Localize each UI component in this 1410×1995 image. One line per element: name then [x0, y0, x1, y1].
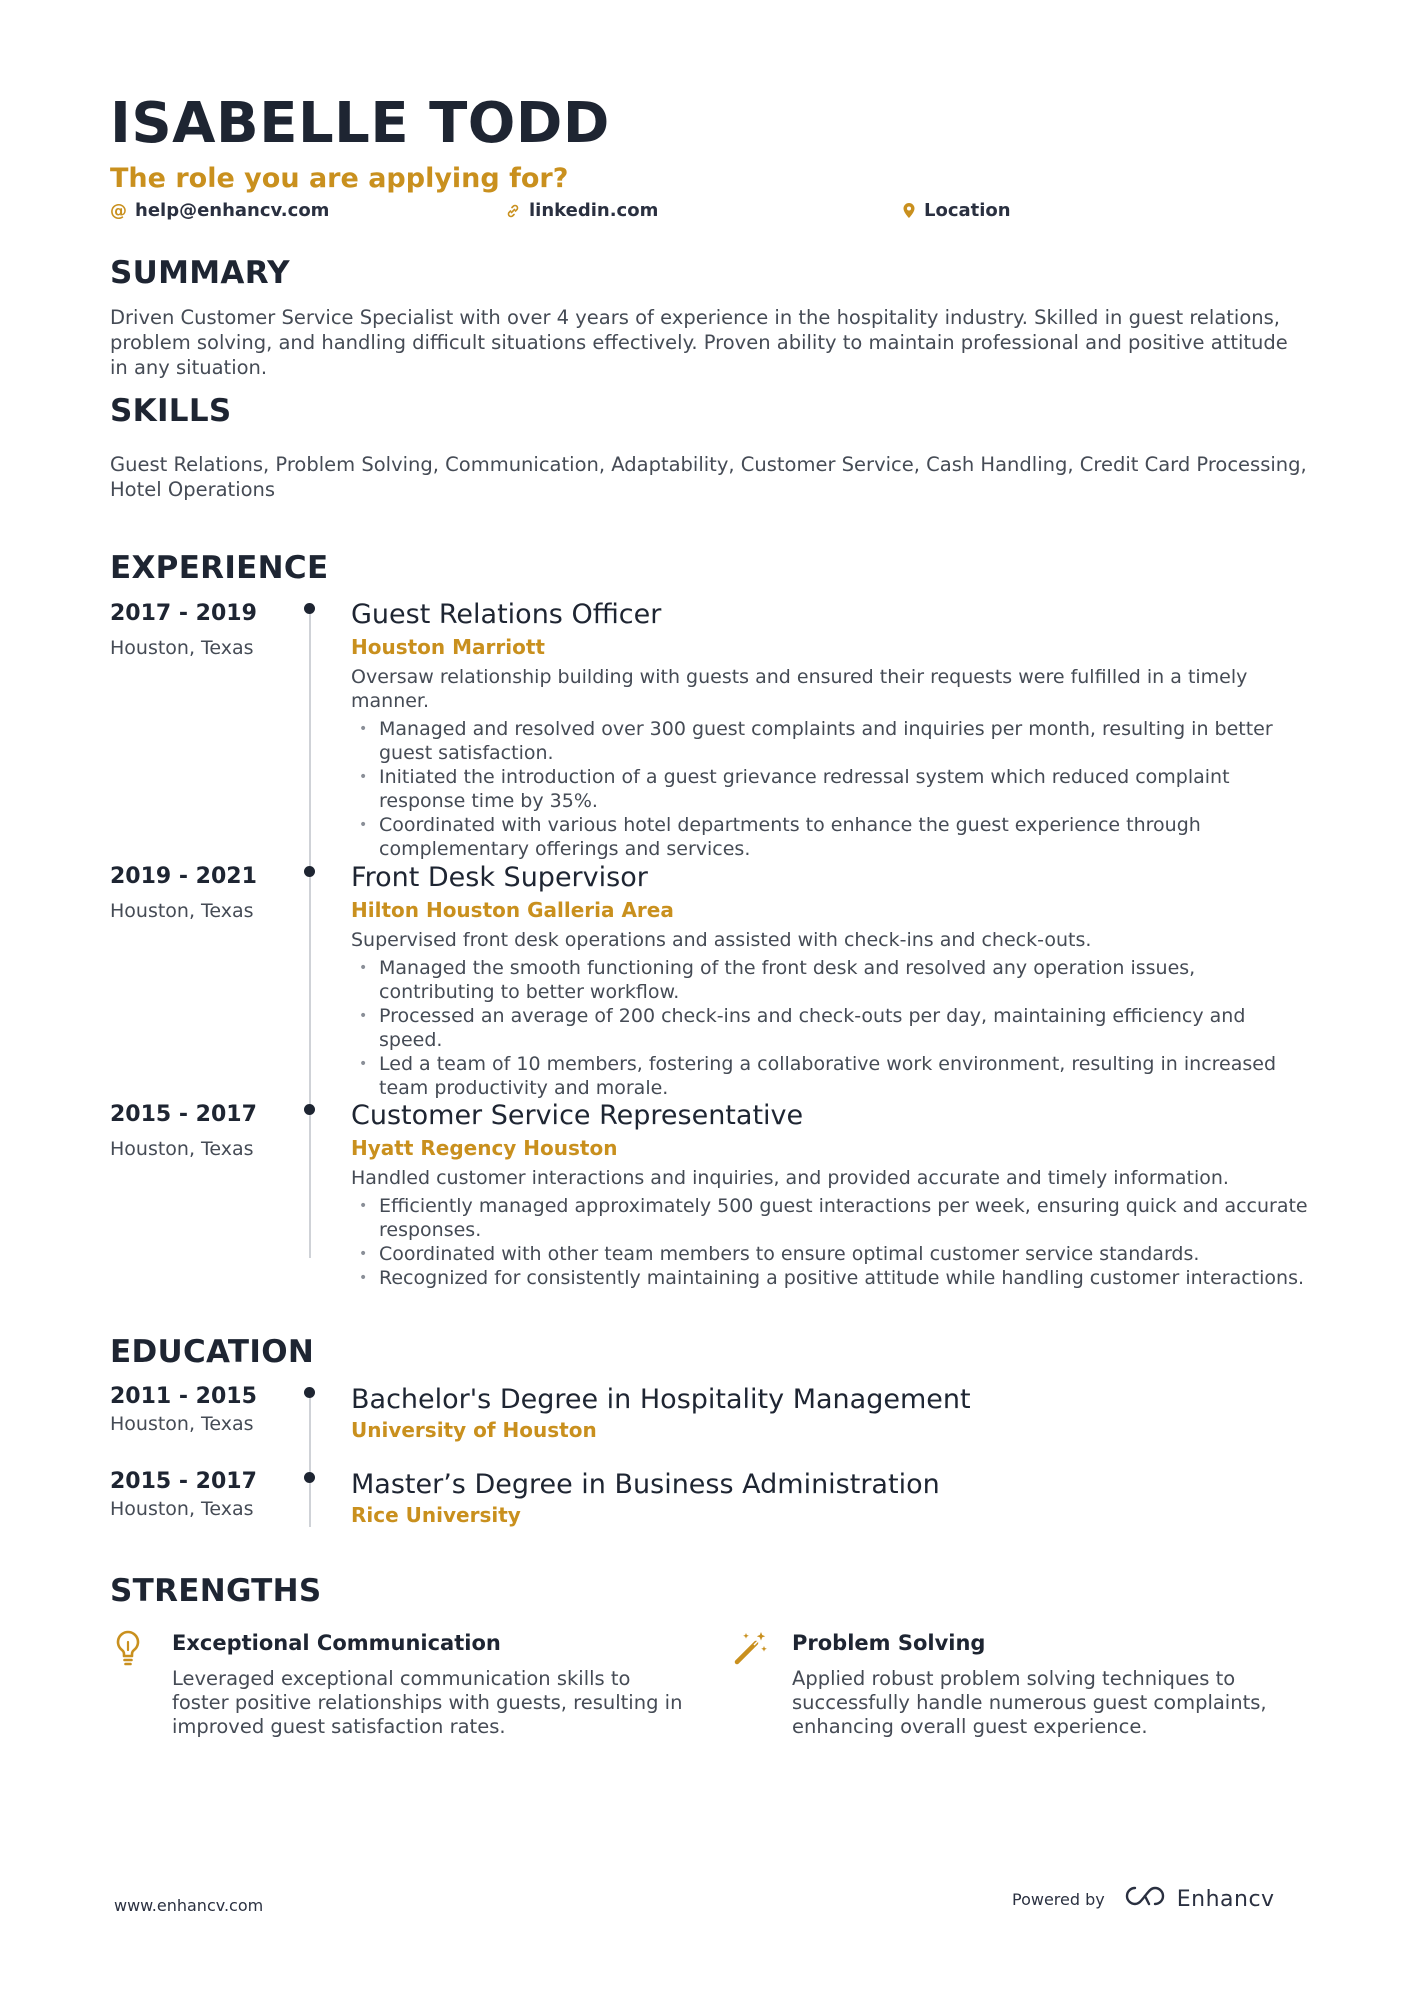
achievement-list [351, 717, 1311, 861]
achievement-item: • Coordinated with various hotel departments to enhance the guest experience through complementary offerings and services. [351, 813, 1311, 861]
education-heading: EDUCATION [110, 1334, 315, 1370]
company-name: Hyatt Regency Houston [351, 1136, 618, 1160]
timeline-dot [304, 1472, 315, 1483]
experience-dates: 2019 - 2021 [110, 864, 257, 889]
skills-heading: SKILLS [110, 393, 232, 429]
school-name: Rice University [351, 1503, 521, 1527]
experience-timeline [309, 608, 311, 1258]
timeline-dot [304, 866, 315, 877]
strength-title: Problem Solving [792, 1631, 986, 1655]
achievement-item: • Managed the smooth functioning of the front desk and resolved any operation issues, contributing to better workflow. [351, 956, 1311, 1004]
education-timeline [309, 1392, 311, 1527]
experience-location: Houston, Texas [110, 900, 254, 922]
strength-description: Applied robust problem solving techniques to successfully handle numerous guest complaints, enhancing overall guest experience. [792, 1667, 1267, 1738]
experience-meta [110, 601, 300, 659]
experience-dates: 2017 - 2019 [110, 601, 257, 626]
contact-row [110, 200, 1310, 224]
company-name: Hilton Houston Galleria Area [351, 898, 674, 922]
degree-title: Master’s Degree in Business Administration [351, 1469, 940, 1500]
footer-website[interactable]: www.enhancv.com [114, 1896, 264, 1915]
summary-text: Driven Customer Service Specialist with over 4 years of experience in the hospitality industry. Skilled in guest relations, problem solving, and handling difficult situations effectively. Proven ability to maintain professional and positive attitude in any situation. [110, 306, 1288, 379]
timeline-dot [304, 603, 315, 614]
experience-meta [110, 1102, 300, 1160]
experience-entry [351, 862, 1311, 1100]
enhancv-logo-text: Enhancv [1176, 1886, 1275, 1912]
experience-dates: 2015 - 2017 [110, 1102, 257, 1127]
at-icon: @ [110, 200, 127, 221]
powered-by-label: Powered by [1012, 1889, 1105, 1909]
education-location: Houston, Texas [110, 1498, 254, 1520]
skills-text: Guest Relations, Problem Solving, Communication, Adaptability, Customer Service, Cash Handling, Credit Card Processing, Hotel Operations [110, 453, 1307, 501]
strength-description: Leveraged exceptional communication skills to foster positive relationships with guests, resulting in improved guest satisfaction rates. [172, 1667, 683, 1738]
experience-heading: EXPERIENCE [110, 550, 329, 586]
achievement-list [351, 956, 1311, 1100]
achievement-item: • Led a team of 10 members, fostering a collaborative work environment, resulting in increased team productivity and morale. [351, 1052, 1311, 1100]
achievement-item: • Efficiently managed approximately 500 guest interactions per week, ensuring quick and accurate responses. [351, 1194, 1311, 1242]
summary-heading: SUMMARY [110, 255, 290, 291]
job-title: Guest Relations Officer [351, 599, 662, 630]
education-meta [110, 1384, 300, 1435]
enhancv-logo[interactable] [1123, 1884, 1275, 1914]
target-role: The role you are applying for? [110, 163, 569, 194]
achievement-item: • Managed and resolved over 300 guest complaints and inquiries per month, resulting in better guest satisfaction. [351, 717, 1311, 765]
job-description: Supervised front desk operations and assisted with check-ins and check-outs. [351, 929, 1092, 951]
strength-title: Exceptional Communication [172, 1631, 501, 1655]
contact-email-label: help@enhancv.com [135, 200, 330, 221]
lightbulb-icon [112, 1629, 148, 1665]
education-entry [351, 1384, 1311, 1444]
education-dates: 2015 - 2017 [110, 1469, 257, 1494]
experience-entry [351, 1100, 1311, 1290]
achievement-item: • Processed an average of 200 check-ins and check-outs per day, maintaining efficiency and speed. [351, 1004, 1311, 1052]
achievement-list [351, 1194, 1311, 1290]
education-location: Houston, Texas [110, 1413, 254, 1435]
experience-location: Houston, Texas [110, 637, 254, 659]
candidate-name: ISABELLE TODD [110, 91, 610, 156]
education-meta [110, 1469, 300, 1520]
education-dates: 2011 - 2015 [110, 1384, 257, 1409]
experience-location: Houston, Texas [110, 1138, 254, 1160]
job-description: Oversaw relationship building with guests and ensured their requests were fulfilled in a timely manner. [351, 666, 1248, 712]
experience-entry [351, 599, 1311, 861]
job-title: Customer Service Representative [351, 1100, 804, 1131]
experience-meta [110, 864, 300, 922]
footer-powered-by [1012, 1884, 1275, 1914]
education-entry [351, 1469, 1311, 1529]
achievement-item: • Initiated the introduction of a guest grievance redressal system which reduced complaint response time by 35%. [351, 765, 1311, 813]
job-description: Handled customer interactions and inquiries, and provided accurate and timely information. [351, 1167, 1229, 1189]
degree-title: Bachelor's Degree in Hospitality Management [351, 1384, 971, 1415]
contact-linkedin-label: linkedin.com [529, 200, 659, 221]
contact-linkedin[interactable] [505, 200, 658, 221]
contact-location-label: Location [924, 200, 1011, 221]
job-title: Front Desk Supervisor [351, 862, 648, 893]
enhancv-logo-icon [1123, 1884, 1169, 1914]
contact-email[interactable] [110, 200, 329, 221]
contact-location [902, 200, 1011, 221]
timeline-dot [304, 1387, 315, 1398]
timeline-dot [304, 1104, 315, 1115]
link-icon [505, 203, 521, 219]
location-pin-icon [902, 202, 916, 219]
achievement-item: • Recognized for consistently maintaining a positive attitude while handling customer interactions. [351, 1266, 1311, 1290]
school-name: University of Houston [351, 1418, 597, 1442]
achievement-item: • Coordinated with other team members to ensure optimal customer service standards. [351, 1242, 1311, 1266]
magic-wand-icon [732, 1629, 768, 1665]
company-name: Houston Marriott [351, 635, 545, 659]
strengths-heading: STRENGTHS [110, 1573, 322, 1609]
